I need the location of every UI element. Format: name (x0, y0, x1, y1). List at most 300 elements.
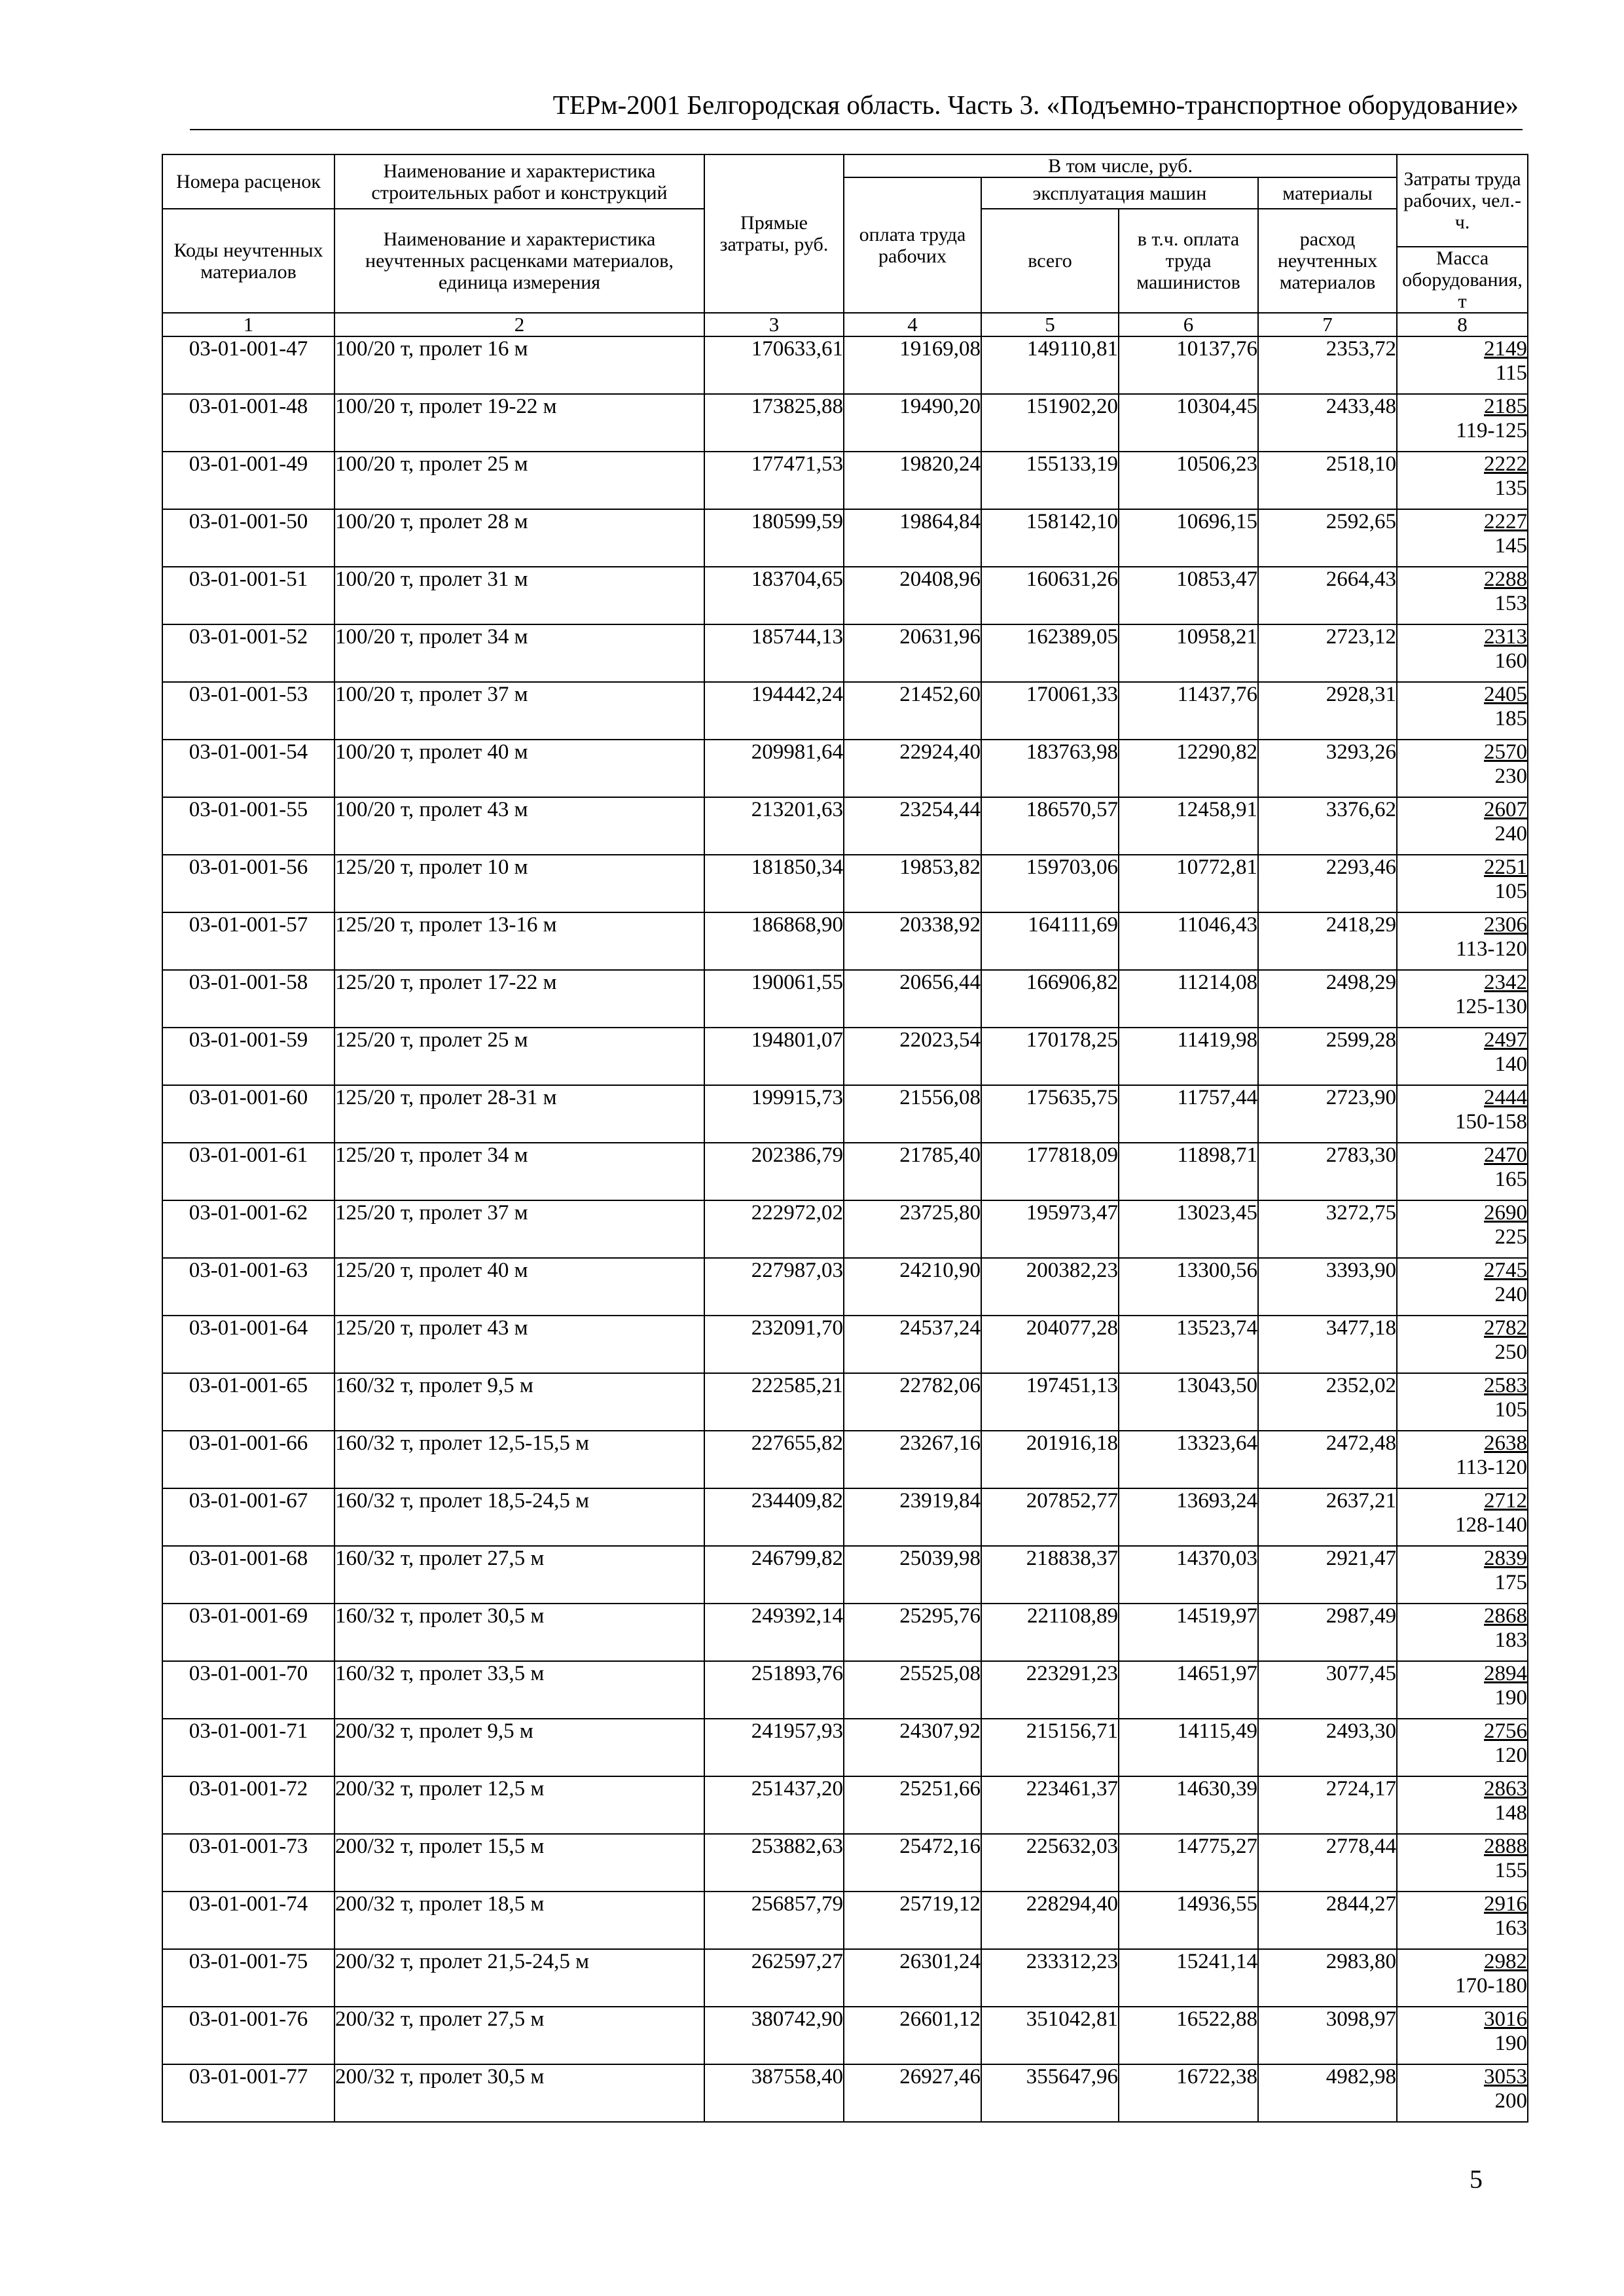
head-direct-costs: Прямые затраты, руб. (704, 154, 844, 313)
machines-total-cell: 151902,20 (981, 394, 1119, 452)
direct-costs-cell: 199915,73 (704, 1085, 844, 1143)
materials-cell: 2518,10 (1258, 452, 1397, 509)
machines-total-cell: 218838,37 (981, 1546, 1119, 1604)
rate-code-cell: 03-01-001-53 (162, 682, 334, 740)
labor-mass-cell (1397, 1373, 1528, 1431)
rate-code-cell: 03-01-001-77 (162, 2064, 334, 2122)
rate-code-cell: 03-01-001-68 (162, 1546, 334, 1604)
direct-costs-cell: 253882,63 (704, 1834, 844, 1892)
operators-wages-cell: 11419,98 (1119, 1028, 1258, 1085)
column-number: 3 (704, 313, 844, 336)
table-row (162, 452, 1528, 509)
direct-costs-cell: 227987,03 (704, 1258, 844, 1316)
wages-cell: 19490,20 (844, 394, 981, 452)
wages-cell: 24210,90 (844, 1258, 981, 1316)
labor-mass-cell (1397, 1834, 1528, 1892)
materials-cell: 2498,29 (1258, 970, 1397, 1028)
rate-code-cell: 03-01-001-55 (162, 797, 334, 855)
labor-costs-value: 2149 (1484, 337, 1528, 361)
materials-cell: 3272,75 (1258, 1200, 1397, 1258)
materials-cell: 3477,18 (1258, 1316, 1397, 1373)
head-work-name: Наименование и характеристика строительных работ и конструкций (334, 154, 704, 209)
operators-wages-cell: 14775,27 (1119, 1834, 1258, 1892)
wages-cell: 25719,12 (844, 1892, 981, 1949)
rate-code-cell: 03-01-001-67 (162, 1488, 334, 1546)
operators-wages-cell: 12458,91 (1119, 797, 1258, 855)
rate-code-cell: 03-01-001-64 (162, 1316, 334, 1373)
labor-mass-cell (1397, 1661, 1528, 1719)
equipment-mass-value: 148 (1494, 1801, 1528, 1825)
operators-wages-cell: 11437,76 (1119, 682, 1258, 740)
rate-code-cell: 03-01-001-50 (162, 509, 334, 567)
direct-costs-cell: 387558,40 (704, 2064, 844, 2122)
wages-cell: 24307,92 (844, 1719, 981, 1776)
head-material-name: Наименование и характеристика неучтенных расценками материалов, единица измерения (334, 209, 704, 313)
wages-cell: 25525,08 (844, 1661, 981, 1719)
wages-cell: 21452,60 (844, 682, 981, 740)
table-row (162, 1719, 1528, 1776)
materials-cell: 2637,21 (1258, 1488, 1397, 1546)
labor-mass-cell (1397, 1028, 1528, 1085)
column-number: 7 (1258, 313, 1397, 336)
work-name-cell: 100/20 т, пролет 19-22 м (334, 394, 704, 452)
labor-costs-value: 2894 (1484, 1662, 1528, 1686)
column-number: 8 (1397, 313, 1528, 336)
table-row (162, 1316, 1528, 1373)
equipment-mass-value: 250 (1494, 1340, 1528, 1365)
labor-mass-cell (1397, 855, 1528, 912)
work-name-cell: 160/32 т, пролет 12,5-15,5 м (334, 1431, 704, 1488)
materials-cell: 2352,02 (1258, 1373, 1397, 1431)
rate-code-cell: 03-01-001-65 (162, 1373, 334, 1431)
labor-costs-value: 2982 (1484, 1950, 1528, 1974)
machines-total-cell: 201916,18 (981, 1431, 1119, 1488)
column-number-row (162, 313, 1528, 336)
operators-wages-cell: 10137,76 (1119, 336, 1258, 394)
equipment-mass-value: 190 (1494, 1686, 1528, 1710)
rate-code-cell: 03-01-001-56 (162, 855, 334, 912)
machines-total-cell: 186570,57 (981, 797, 1119, 855)
work-name-cell: 100/20 т, пролет 31 м (334, 567, 704, 624)
operators-wages-cell: 14519,97 (1119, 1604, 1258, 1661)
table-row (162, 855, 1528, 912)
table-row (162, 1604, 1528, 1661)
labor-mass-cell (1397, 1316, 1528, 1373)
work-name-cell: 100/20 т, пролет 28 м (334, 509, 704, 567)
operators-wages-cell: 10304,45 (1119, 394, 1258, 452)
wages-cell: 25295,76 (844, 1604, 981, 1661)
machines-total-cell: 200382,23 (981, 1258, 1119, 1316)
rate-code-cell: 03-01-001-62 (162, 1200, 334, 1258)
direct-costs-cell: 227655,82 (704, 1431, 844, 1488)
machines-total-cell: 159703,06 (981, 855, 1119, 912)
column-number: 6 (1119, 313, 1258, 336)
machines-total-cell: 228294,40 (981, 1892, 1119, 1949)
column-number: 4 (844, 313, 981, 336)
operators-wages-cell: 12290,82 (1119, 740, 1258, 797)
materials-cell: 3393,90 (1258, 1258, 1397, 1316)
table-row (162, 624, 1528, 682)
head-included: В том числе, руб. (844, 154, 1397, 177)
head-wages: оплата труда рабочих (844, 177, 981, 313)
machines-total-cell: 170178,25 (981, 1028, 1119, 1085)
work-name-cell: 100/20 т, пролет 34 м (334, 624, 704, 682)
machines-total-cell: 175635,75 (981, 1085, 1119, 1143)
direct-costs-cell: 380742,90 (704, 2007, 844, 2064)
head-materials-group: материалы (1258, 177, 1397, 209)
equipment-mass-value: 153 (1494, 592, 1528, 616)
head-operators-wages: в т.ч. оплата труда машинистов (1119, 209, 1258, 313)
work-name-cell: 100/20 т, пролет 37 м (334, 682, 704, 740)
labor-mass-cell (1397, 394, 1528, 452)
wages-cell: 24537,24 (844, 1316, 981, 1373)
labor-mass-cell (1397, 2007, 1528, 2064)
machines-total-cell: 164111,69 (981, 912, 1119, 970)
rate-code-cell: 03-01-001-58 (162, 970, 334, 1028)
materials-cell: 2664,43 (1258, 567, 1397, 624)
equipment-mass-value: 230 (1494, 764, 1528, 789)
materials-cell: 3077,45 (1258, 1661, 1397, 1719)
head-materials-use: расход неучтенных материалов (1258, 209, 1397, 313)
work-name-cell: 200/32 т, пролет 21,5-24,5 м (334, 1949, 704, 2007)
materials-cell: 2293,46 (1258, 855, 1397, 912)
equipment-mass-value: 105 (1494, 880, 1528, 904)
labor-mass-cell (1397, 509, 1528, 567)
materials-cell: 2723,90 (1258, 1085, 1397, 1143)
materials-cell: 2783,30 (1258, 1143, 1397, 1200)
machines-total-cell: 223291,23 (981, 1661, 1119, 1719)
table-row (162, 1085, 1528, 1143)
operators-wages-cell: 13023,45 (1119, 1200, 1258, 1258)
wages-cell: 20408,96 (844, 567, 981, 624)
labor-mass-cell (1397, 740, 1528, 797)
machines-total-cell: 204077,28 (981, 1316, 1119, 1373)
direct-costs-cell: 251893,76 (704, 1661, 844, 1719)
labor-mass-cell (1397, 912, 1528, 970)
labor-mass-cell (1397, 567, 1528, 624)
operators-wages-cell: 16722,38 (1119, 2064, 1258, 2122)
labor-mass-cell (1397, 624, 1528, 682)
work-name-cell: 125/20 т, пролет 17-22 м (334, 970, 704, 1028)
table-row (162, 1949, 1528, 2007)
equipment-mass-value: 170-180 (1455, 1974, 1528, 1998)
machines-total-cell: 221108,89 (981, 1604, 1119, 1661)
wages-cell: 21785,40 (844, 1143, 981, 1200)
rate-code-cell: 03-01-001-48 (162, 394, 334, 452)
direct-costs-cell: 251437,20 (704, 1776, 844, 1834)
work-name-cell: 125/20 т, пролет 13-16 м (334, 912, 704, 970)
work-name-cell: 100/20 т, пролет 16 м (334, 336, 704, 394)
equipment-mass-value: 160 (1494, 649, 1528, 673)
direct-costs-cell: 185744,13 (704, 624, 844, 682)
labor-mass-cell (1397, 1143, 1528, 1200)
materials-cell: 2921,47 (1258, 1546, 1397, 1604)
work-name-cell: 200/32 т, пролет 12,5 м (334, 1776, 704, 1834)
column-number: 2 (334, 313, 704, 336)
direct-costs-cell: 194801,07 (704, 1028, 844, 1085)
work-name-cell: 200/32 т, пролет 30,5 м (334, 2064, 704, 2122)
labor-mass-cell (1397, 682, 1528, 740)
labor-mass-cell (1397, 1258, 1528, 1316)
materials-cell: 2723,12 (1258, 624, 1397, 682)
labor-mass-cell (1397, 1719, 1528, 1776)
direct-costs-cell: 262597,27 (704, 1949, 844, 2007)
equipment-mass-value: 145 (1494, 534, 1528, 558)
direct-costs-cell: 249392,14 (704, 1604, 844, 1661)
work-name-cell: 125/20 т, пролет 40 м (334, 1258, 704, 1316)
operators-wages-cell: 11046,43 (1119, 912, 1258, 970)
table-row (162, 1834, 1528, 1892)
direct-costs-cell: 170633,61 (704, 336, 844, 394)
equipment-mass-value: 185 (1494, 707, 1528, 731)
labor-costs-value: 2583 (1484, 1374, 1528, 1398)
table-row (162, 567, 1528, 624)
equipment-mass-value: 120 (1494, 1744, 1528, 1768)
labor-mass-cell (1397, 797, 1528, 855)
wages-cell: 19820,24 (844, 452, 981, 509)
machines-total-cell: 149110,81 (981, 336, 1119, 394)
materials-cell: 4982,98 (1258, 2064, 1397, 2122)
machines-total-cell: 183763,98 (981, 740, 1119, 797)
table-row (162, 1776, 1528, 1834)
wages-cell: 23919,84 (844, 1488, 981, 1546)
table-row (162, 797, 1528, 855)
wages-cell: 20338,92 (844, 912, 981, 970)
work-name-cell: 200/32 т, пролет 27,5 м (334, 2007, 704, 2064)
machines-total-cell: 351042,81 (981, 2007, 1119, 2064)
direct-costs-cell: 232091,70 (704, 1316, 844, 1373)
machines-total-cell: 215156,71 (981, 1719, 1119, 1776)
labor-costs-value: 3053 (1484, 2065, 1528, 2089)
labor-mass-cell (1397, 2064, 1528, 2122)
column-number: 1 (162, 313, 334, 336)
operators-wages-cell: 10853,47 (1119, 567, 1258, 624)
direct-costs-cell: 202386,79 (704, 1143, 844, 1200)
rates-table (162, 154, 1528, 2123)
labor-costs-value: 2863 (1484, 1777, 1528, 1801)
machines-total-cell: 155133,19 (981, 452, 1119, 509)
operators-wages-cell: 14370,03 (1119, 1546, 1258, 1604)
labor-costs-value: 2607 (1484, 798, 1528, 822)
wages-cell: 22782,06 (844, 1373, 981, 1431)
labor-mass-cell (1397, 1776, 1528, 1834)
materials-cell: 3293,26 (1258, 740, 1397, 797)
labor-mass-cell (1397, 1604, 1528, 1661)
labor-costs-value: 2470 (1484, 1143, 1528, 1168)
labor-mass-cell (1397, 1949, 1528, 2007)
wages-cell: 26301,24 (844, 1949, 981, 2007)
labor-costs-value: 2638 (1484, 1431, 1528, 1456)
work-name-cell: 125/20 т, пролет 28-31 м (334, 1085, 704, 1143)
labor-mass-cell (1397, 1431, 1528, 1488)
rate-code-cell: 03-01-001-70 (162, 1661, 334, 1719)
rate-code-cell: 03-01-001-72 (162, 1776, 334, 1834)
equipment-mass-value: 183 (1494, 1628, 1528, 1653)
equipment-mass-value: 190 (1494, 2032, 1528, 2056)
machines-total-cell: 162389,05 (981, 624, 1119, 682)
labor-costs-value: 2839 (1484, 1547, 1528, 1571)
operators-wages-cell: 13693,24 (1119, 1488, 1258, 1546)
table-body (162, 336, 1528, 2122)
rate-code-cell: 03-01-001-76 (162, 2007, 334, 2064)
rate-code-cell: 03-01-001-49 (162, 452, 334, 509)
labor-costs-value: 2888 (1484, 1835, 1528, 1859)
rate-code-cell: 03-01-001-57 (162, 912, 334, 970)
operators-wages-cell: 13043,50 (1119, 1373, 1258, 1431)
wages-cell: 26927,46 (844, 2064, 981, 2122)
equipment-mass-value: 240 (1494, 822, 1528, 846)
wages-cell: 25472,16 (844, 1834, 981, 1892)
work-name-cell: 160/32 т, пролет 33,5 м (334, 1661, 704, 1719)
rate-code-cell: 03-01-001-61 (162, 1143, 334, 1200)
equipment-mass-value: 165 (1494, 1168, 1528, 1192)
head-material-codes: Коды неучтенных материалов (162, 209, 334, 313)
labor-costs-value: 2251 (1484, 855, 1528, 880)
work-name-cell: 125/20 т, пролет 25 м (334, 1028, 704, 1085)
machines-total-cell: 160631,26 (981, 567, 1119, 624)
machines-total-cell: 233312,23 (981, 1949, 1119, 2007)
rate-code-cell: 03-01-001-59 (162, 1028, 334, 1085)
operators-wages-cell: 13523,74 (1119, 1316, 1258, 1373)
operators-wages-cell: 16522,88 (1119, 2007, 1258, 2064)
machines-total-cell: 207852,77 (981, 1488, 1119, 1546)
operators-wages-cell: 10772,81 (1119, 855, 1258, 912)
work-name-cell: 125/20 т, пролет 10 м (334, 855, 704, 912)
table-row (162, 740, 1528, 797)
rate-code-cell: 03-01-001-47 (162, 336, 334, 394)
materials-cell: 2433,48 (1258, 394, 1397, 452)
labor-costs-value: 2405 (1484, 683, 1528, 707)
rate-code-cell: 03-01-001-63 (162, 1258, 334, 1316)
page-number: 5 (1470, 2164, 1483, 2194)
machines-total-cell: 158142,10 (981, 509, 1119, 567)
wages-cell: 19853,82 (844, 855, 981, 912)
operators-wages-cell: 11214,08 (1119, 970, 1258, 1028)
work-name-cell: 160/32 т, пролет 30,5 м (334, 1604, 704, 1661)
labor-mass-cell (1397, 970, 1528, 1028)
work-name-cell: 160/32 т, пролет 9,5 м (334, 1373, 704, 1431)
table-row (162, 1661, 1528, 1719)
labor-costs-value: 2444 (1484, 1086, 1528, 1110)
table-row (162, 682, 1528, 740)
table-row (162, 1258, 1528, 1316)
labor-mass-cell (1397, 1200, 1528, 1258)
operators-wages-cell: 14115,49 (1119, 1719, 1258, 1776)
materials-cell: 2592,65 (1258, 509, 1397, 567)
rate-code-cell: 03-01-001-60 (162, 1085, 334, 1143)
table-row (162, 509, 1528, 567)
labor-costs-value: 3016 (1484, 2007, 1528, 2032)
direct-costs-cell: 241957,93 (704, 1719, 844, 1776)
labor-costs-value: 2227 (1484, 510, 1528, 534)
operators-wages-cell: 13323,64 (1119, 1431, 1258, 1488)
wages-cell: 23254,44 (844, 797, 981, 855)
labor-costs-value: 2745 (1484, 1259, 1528, 1283)
table-row (162, 1488, 1528, 1546)
equipment-mass-value: 150-158 (1455, 1110, 1528, 1134)
table-row (162, 1546, 1528, 1604)
operators-wages-cell: 14651,97 (1119, 1661, 1258, 1719)
work-name-cell: 100/20 т, пролет 25 м (334, 452, 704, 509)
operators-wages-cell: 11757,44 (1119, 1085, 1258, 1143)
materials-cell: 2987,49 (1258, 1604, 1397, 1661)
equipment-mass-value: 140 (1494, 1052, 1528, 1077)
head-machines-group: эксплуатация машин (981, 177, 1258, 209)
equipment-mass-value: 113-120 (1456, 937, 1528, 961)
equipment-mass-value: 225 (1494, 1225, 1528, 1249)
head-rate-numbers: Номера расценок (162, 154, 334, 209)
head-machines-total: всего (981, 209, 1119, 313)
labor-costs-value: 2690 (1484, 1201, 1528, 1225)
head-labor-costs: Затраты труда рабочих, чел.-ч. (1397, 154, 1528, 247)
work-name-cell: 125/20 т, пролет 37 м (334, 1200, 704, 1258)
work-name-cell: 200/32 т, пролет 18,5 м (334, 1892, 704, 1949)
direct-costs-cell: 222972,02 (704, 1200, 844, 1258)
materials-cell: 2928,31 (1258, 682, 1397, 740)
table-row (162, 912, 1528, 970)
wages-cell: 23725,80 (844, 1200, 981, 1258)
equipment-mass-value: 240 (1494, 1283, 1528, 1307)
labor-costs-value: 2570 (1484, 740, 1528, 764)
operators-wages-cell: 15241,14 (1119, 1949, 1258, 2007)
header-rule (190, 129, 1523, 130)
wages-cell: 19864,84 (844, 509, 981, 567)
rate-code-cell: 03-01-001-71 (162, 1719, 334, 1776)
machines-total-cell: 223461,37 (981, 1776, 1119, 1834)
machines-total-cell: 170061,33 (981, 682, 1119, 740)
direct-costs-cell: 177471,53 (704, 452, 844, 509)
equipment-mass-value: 125-130 (1455, 995, 1528, 1019)
wages-cell: 22023,54 (844, 1028, 981, 1085)
direct-costs-cell: 234409,82 (704, 1488, 844, 1546)
materials-cell: 2724,17 (1258, 1776, 1397, 1834)
wages-cell: 26601,12 (844, 2007, 981, 2064)
machines-total-cell: 195973,47 (981, 1200, 1119, 1258)
machines-total-cell: 355647,96 (981, 2064, 1119, 2122)
work-name-cell: 160/32 т, пролет 27,5 м (334, 1546, 704, 1604)
labor-costs-value: 2756 (1484, 1719, 1528, 1744)
table-row (162, 1200, 1528, 1258)
materials-cell: 2599,28 (1258, 1028, 1397, 1085)
labor-costs-value: 2342 (1484, 971, 1528, 995)
materials-cell: 2493,30 (1258, 1719, 1397, 1776)
work-name-cell: 100/20 т, пролет 43 м (334, 797, 704, 855)
rate-code-cell: 03-01-001-66 (162, 1431, 334, 1488)
work-name-cell: 125/20 т, пролет 34 м (334, 1143, 704, 1200)
materials-cell: 2778,44 (1258, 1834, 1397, 1892)
labor-mass-cell (1397, 1085, 1528, 1143)
table-row (162, 1028, 1528, 1085)
equipment-mass-value: 163 (1494, 1916, 1528, 1941)
equipment-mass-value: 115 (1495, 361, 1528, 386)
labor-mass-cell (1397, 336, 1528, 394)
operators-wages-cell: 11898,71 (1119, 1143, 1258, 1200)
equipment-mass-value: 128-140 (1455, 1513, 1528, 1537)
labor-mass-cell (1397, 452, 1528, 509)
operators-wages-cell: 14630,39 (1119, 1776, 1258, 1834)
labor-costs-value: 2313 (1484, 625, 1528, 649)
table-row (162, 1143, 1528, 1200)
table-head (162, 154, 1528, 336)
wages-cell: 20656,44 (844, 970, 981, 1028)
table-row (162, 2007, 1528, 2064)
head-equipment-mass: Масса оборудования, т (1397, 247, 1528, 313)
direct-costs-cell: 246799,82 (704, 1546, 844, 1604)
rate-code-cell: 03-01-001-75 (162, 1949, 334, 2007)
direct-costs-cell: 186868,90 (704, 912, 844, 970)
operators-wages-cell: 10506,23 (1119, 452, 1258, 509)
materials-cell: 2983,80 (1258, 1949, 1397, 2007)
